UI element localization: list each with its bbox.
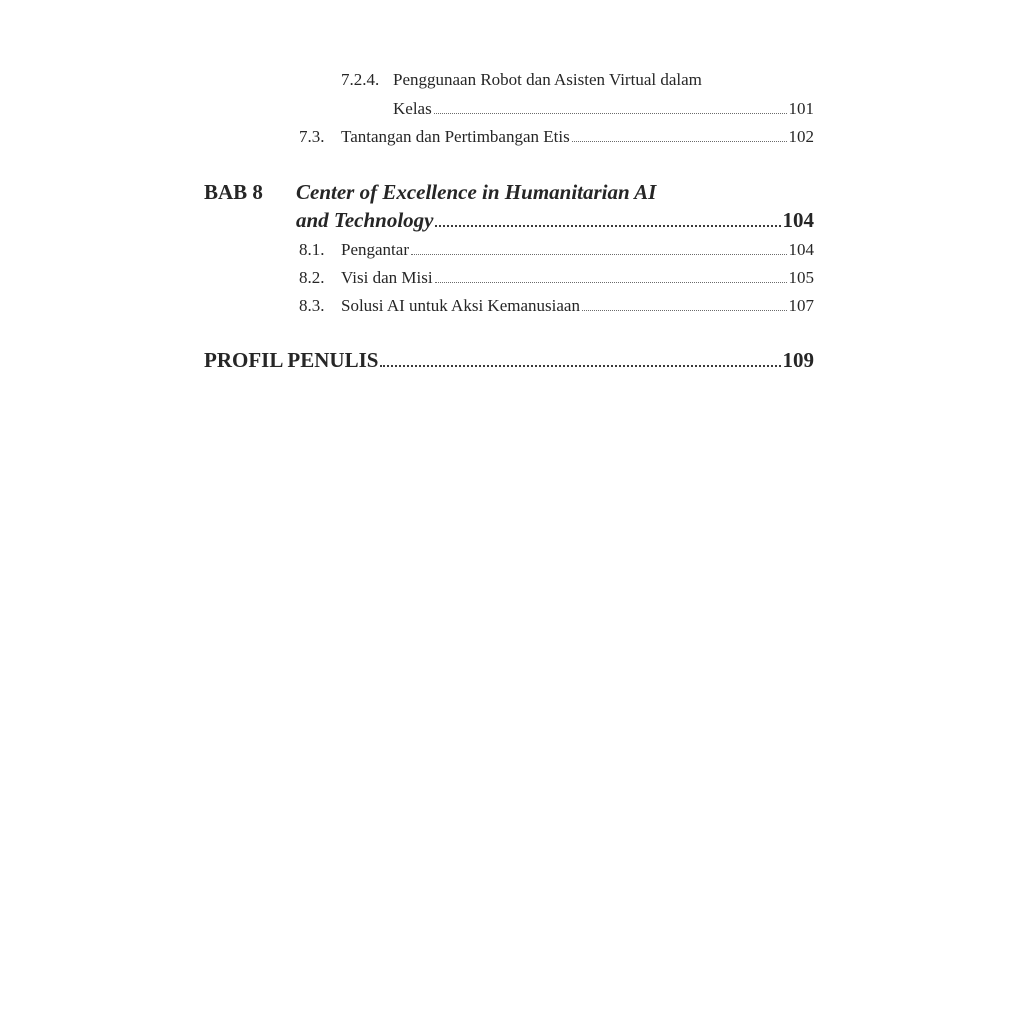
chapter-8-page: 104 — [782, 208, 814, 232]
toc-entry-8-1-leader[interactable] — [341, 240, 814, 260]
toc-entry-8-3-number: 8.3. — [299, 296, 325, 315]
profil-penulis-title: PROFIL PENULIS — [204, 348, 379, 372]
chapter-8-label: BAB 8 — [204, 180, 263, 204]
toc-entry-7-3-title: Tantangan dan Pertimbangan Etis — [341, 127, 570, 146]
toc-entry-8-2-leader[interactable] — [341, 268, 814, 288]
toc-entry-7-2-4-page: 101 — [788, 99, 814, 118]
toc-entry-7-3-number: 7.3. — [299, 127, 325, 146]
dotted-leader — [411, 254, 787, 255]
toc-entry-8-1-number: 8.1. — [299, 240, 325, 259]
toc-entry-7-2-4-leader[interactable] — [393, 99, 814, 119]
dotted-leader — [435, 225, 780, 227]
profil-penulis-page: 109 — [782, 348, 814, 372]
dotted-leader — [380, 365, 780, 367]
dotted-leader — [572, 141, 787, 142]
profil-penulis-leader[interactable] — [204, 348, 814, 373]
dotted-leader — [435, 282, 787, 283]
chapter-8-title-cont: and Technology — [296, 208, 434, 232]
toc-entry-7-2-4-title-cont: Kelas — [393, 99, 432, 118]
toc-entry-8-3-title: Solusi AI untuk Aksi Kemanusiaan — [341, 296, 580, 315]
toc-entry-7-3-leader[interactable] — [341, 127, 814, 147]
toc-entry-7-2-4-title: Penggunaan Robot dan Asisten Virtual dalam — [393, 70, 702, 89]
toc-entry-7-3-page: 102 — [788, 127, 814, 146]
toc-entry-8-1-title: Pengantar — [341, 240, 409, 259]
dotted-leader — [582, 310, 787, 311]
toc-entry-8-2-number: 8.2. — [299, 268, 325, 287]
dotted-leader — [434, 113, 787, 114]
toc-entry-8-3-leader[interactable] — [341, 296, 814, 316]
toc-entry-7-2-4-number: 7.2.4. — [341, 70, 380, 89]
toc-entry-8-2-title: Visi dan Misi — [341, 268, 433, 287]
toc-entry-8-2-page: 105 — [788, 268, 814, 287]
toc-entry-8-1-page: 104 — [788, 240, 814, 259]
chapter-8-leader[interactable] — [296, 208, 814, 233]
chapter-8-title: Center of Excellence in Humanitarian AI — [296, 180, 657, 204]
toc-entry-8-3-page: 107 — [788, 296, 814, 315]
